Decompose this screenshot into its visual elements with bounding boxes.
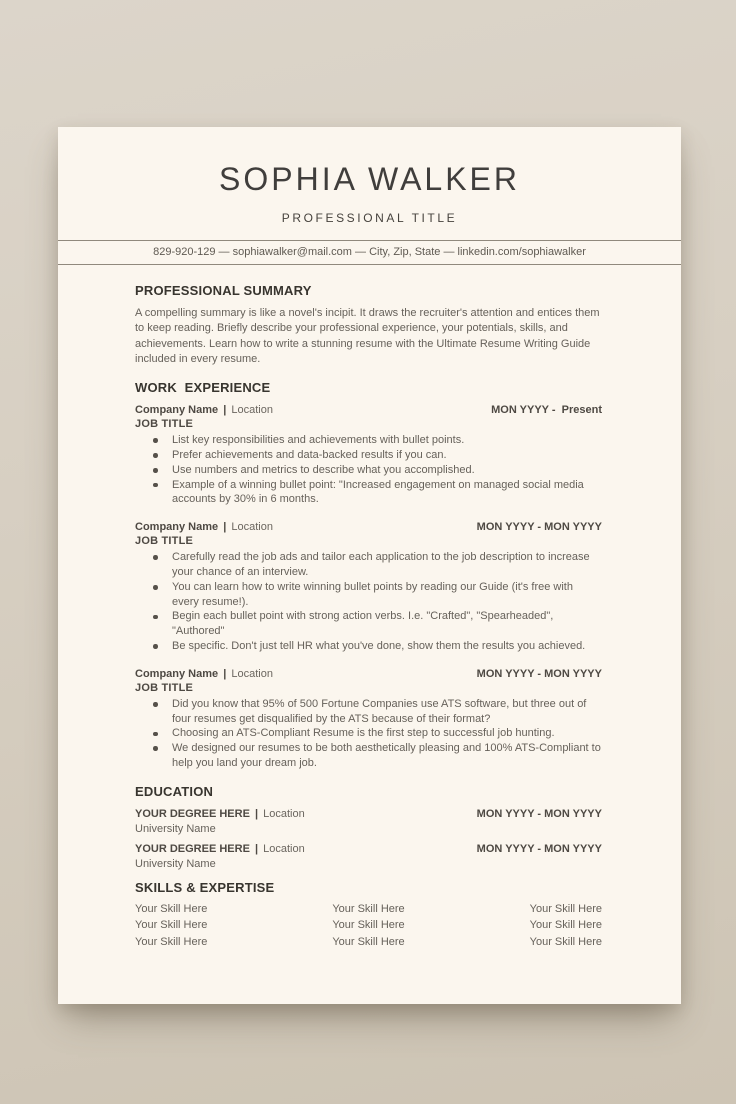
summary-paragraph: A compelling summary is like a novel's incipit. It draws the recruiter's attention and entices them to keep reading. Briefly describe your professional experience, your potentials, skills, and achievements. Learn how to write a stunning resume with the Ultimate Resume Writing Guide included in every resume. [135,307,600,365]
date-range: MON YYYY - MON YYYY [476,842,602,855]
bullet-item: Choosing an ATS-Compliant Resume is the first step to successful job hunting. [172,726,602,741]
section-title-skills: SKILLS & EXPERTISE [135,879,275,895]
section-title-work-experience: WORK EXPERIENCE [135,380,271,396]
pipe-separator: | [223,404,227,417]
education-entry [135,807,602,835]
skill-item: Your Skill Here [332,919,405,932]
job-title: JOB TITLE [135,681,194,694]
location: Location [231,521,273,534]
company-name: Company Name [135,521,219,534]
skill-item: Your Skill Here [332,935,405,948]
skill-item: Your Skill Here [529,919,602,932]
company-line [135,520,602,534]
location: Location [231,667,273,680]
bullet-list [135,550,602,654]
company-location [135,520,273,534]
skill-item: Your Skill Here [135,902,208,915]
section-title-education: EDUCATION [135,783,214,799]
location: Location [263,807,305,820]
section-title-summary: PROFESSIONAL SUMMARY [135,283,312,298]
company-line [135,403,602,417]
location: Location [231,404,273,417]
date-range: MON YYYY - Present [491,404,602,417]
skill-item: Your Skill Here [529,902,602,915]
skill-item: Your Skill Here [135,919,208,932]
date-range: MON YYYY - MON YYYY [476,521,602,534]
degree-location [135,842,305,856]
resume-page [58,127,681,1004]
company-name: Company Name [135,404,219,417]
bullet-item: You can learn how to write winning bullet points by reading our Guide (it's free with every resume!). [172,580,602,610]
contact-info: 829-920-129 — sophiawalker@mail.com — City, Zip, State — linkedin.com/sophiawalker [153,246,586,258]
bullet-item: Be specific. Don't just tell HR what you've done, show them the results you achieved. [172,639,602,654]
bullet-item: Carefully read the job ads and tailor each application to the job description to increase your chance of an interview. [172,550,602,580]
bullet-item: Did you know that 95% of 500 Fortune Companies use ATS software, but three out of four resumes get disqualified by the ATS because of their format? [172,697,602,727]
education-entry [135,842,602,870]
pipe-separator: | [254,807,259,820]
degree-line [135,842,602,856]
bullet-item: Prefer achievements and data-backed results if you can. [172,448,602,463]
bullet-list [135,433,602,507]
pipe-separator: | [223,667,227,680]
university-name: University Name [135,822,216,835]
company-name: Company Name [135,667,219,680]
work-entry [135,403,602,507]
bullet-list [135,697,602,771]
pipe-separator: | [254,842,259,855]
job-title: JOB TITLE [135,418,194,431]
company-location [135,667,273,681]
pipe-separator: | [223,521,227,534]
skill-item: Your Skill Here [332,902,405,915]
university-name: University Name [135,857,216,870]
company-location [135,403,273,417]
bullet-item: Use numbers and metrics to describe what you accomplished. [172,463,602,478]
degree-name: YOUR DEGREE HERE [135,807,250,820]
bullet-item: Example of a winning bullet point: "Increased engagement on managed social media accounts by 30% in 6 months. [172,478,602,508]
skills-grid [135,903,602,948]
bullet-item: We designed our resumes to be both aesthetically pleasing and 100% ATS-Compliant to help you land your dream job. [172,742,601,769]
company-line [135,667,602,681]
resume-body [58,265,681,948]
job-title: JOB TITLE [135,535,194,548]
location: Location [263,842,305,855]
skill-item: Your Skill Here [135,935,208,948]
skill-item: Your Skill Here [529,935,602,948]
work-entry [135,667,602,771]
person-name: SOPHIA WALKER [219,161,520,197]
work-entry [135,520,602,654]
degree-name: YOUR DEGREE HERE [135,842,250,855]
degree-location [135,807,305,821]
education-list [135,807,602,870]
date-range: MON YYYY - MON YYYY [476,807,602,820]
bullet-item: Begin each bullet point with strong action verbs. I.e. "Crafted", "Spearheaded", "Authored" [172,609,602,639]
professional-title: PROFESSIONAL TITLE [281,211,458,225]
bullet-item: List key responsibilities and achievements with bullet points. [172,433,602,448]
contact-bar [58,240,681,265]
date-range: MON YYYY - MON YYYY [476,667,602,680]
degree-line [135,807,602,821]
